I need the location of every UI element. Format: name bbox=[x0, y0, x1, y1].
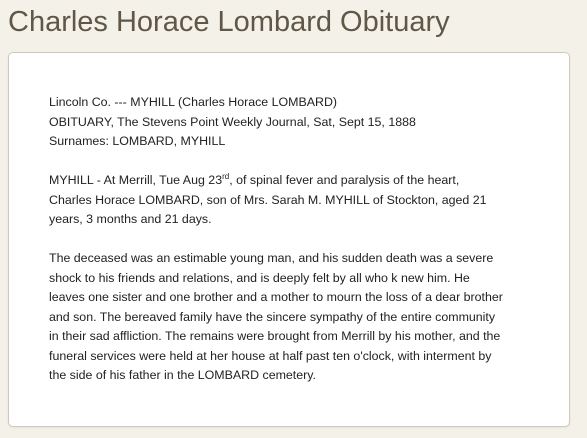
page-title: Charles Horace Lombard Obituary bbox=[8, 6, 450, 38]
source-line-surnames: Surnames: LOMBARD, MYHILL bbox=[49, 134, 226, 148]
obituary-text bbox=[49, 93, 539, 386]
eulogy-line: The deceased was an estimable young man, and his sudden death was a severe bbox=[49, 251, 494, 265]
eulogy-line: funeral services were held at her house at half past ten o'clock, with interment by bbox=[49, 348, 492, 363]
eulogy-line: in their sad affliction. The remains were brought from Merrill by his mother, and the bbox=[49, 329, 501, 343]
source-line-publication: OBITUARY, The Stevens Point Weekly Journal, Sat, Sept 15, 1888 bbox=[49, 114, 416, 129]
eulogy-line: and son. The bereaved family have the sincere sympathy of the entire community bbox=[49, 309, 496, 324]
death-notice-line-1 bbox=[49, 171, 539, 191]
death-notice-date-text: MYHILL - At Merrill, Tue Aug 23 bbox=[49, 173, 223, 187]
source-line-location: Lincoln Co. --- MYHILL (Charles Horace LOMBARD) bbox=[49, 95, 338, 109]
eulogy-line: leaves one sister and one brother and a mother to mourn the loss of a dear brother bbox=[49, 290, 503, 304]
ordinal-suffix: rd bbox=[222, 172, 230, 181]
death-notice-line-3: years, 3 months and 21 days. bbox=[49, 212, 212, 226]
death-notice-paragraph bbox=[49, 171, 539, 230]
eulogy-paragraph bbox=[49, 249, 539, 386]
eulogy-line: the side of his father in the LOMBARD cemetery. bbox=[49, 368, 316, 382]
death-notice-line-2: Charles Horace LOMBARD, son of Mrs. Sarah M. MYHILL of Stockton, aged 21 bbox=[49, 192, 487, 207]
source-header bbox=[49, 93, 539, 152]
obituary-card bbox=[8, 52, 570, 427]
death-notice-cause-text: , of spinal fever and paralysis of the heart, bbox=[229, 173, 460, 187]
eulogy-line: shock to his friends and relations, and is deeply felt by all who k new him. He bbox=[49, 270, 470, 285]
